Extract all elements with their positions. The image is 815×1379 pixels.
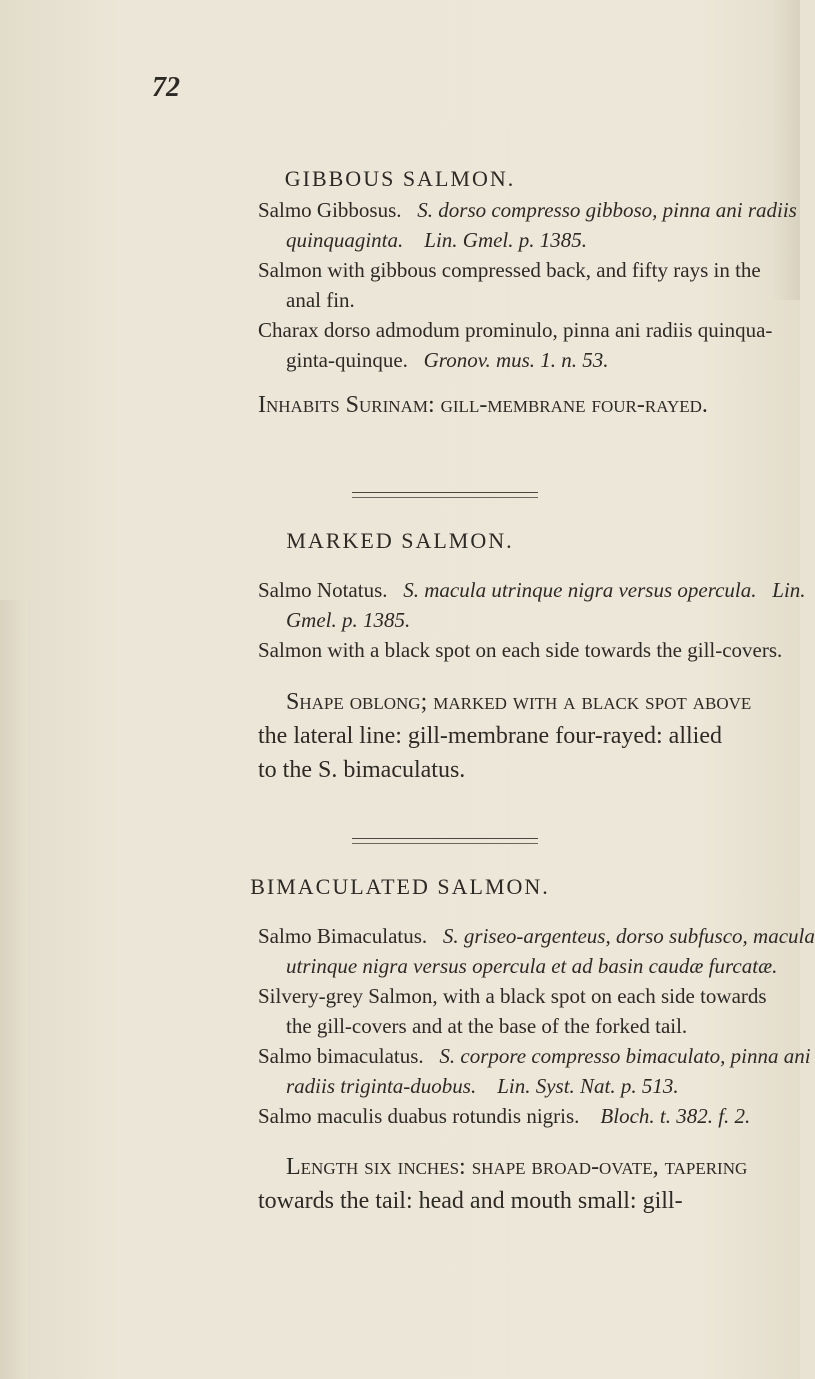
section-divider-thin <box>352 497 538 498</box>
synonym-line <box>258 1041 811 1071</box>
description-line: Shape oblong; marked with a black spot above <box>286 689 752 715</box>
synonym-line <box>258 225 758 255</box>
synonym-text: Charax dorso admodum prominulo, pinna ani radiis quinqua- <box>258 318 773 342</box>
section-title-marked-salmon: MARKED SALMON. <box>286 528 514 553</box>
section-divider-thin <box>352 843 538 844</box>
synonym-line <box>258 921 815 951</box>
latin-diagnosis: S. griseo-argenteus, dorso subfusco, macula <box>442 924 815 948</box>
description <box>258 388 758 422</box>
synonym-entry <box>258 315 773 375</box>
synonym-entry <box>258 195 797 255</box>
section-title-bimaculated-salmon: BIMACULATED SALMON. <box>250 874 550 899</box>
description <box>258 1150 758 1218</box>
description-line: the lateral line: gill-membrane four-rayed: allied <box>258 723 722 749</box>
species-name: Salmo bimaculatus. <box>258 1044 424 1068</box>
description-line: to the S. bimaculatus. <box>258 757 466 783</box>
synonym-text-cont: ginta-quinque. <box>286 348 408 372</box>
page-number: 72 <box>152 72 180 103</box>
latin-diagnosis: S. dorso compresso gibboso, pinna ani radiis <box>417 198 797 222</box>
description-line: towards the tail: head and mouth small: gill- <box>258 1188 683 1214</box>
english-description: Silvery-grey Salmon, with a black spot on each side towards <box>258 984 767 1008</box>
latin-diagnosis-cont: quinquaginta. <box>286 228 404 252</box>
synonym-entry <box>258 921 815 981</box>
description <box>258 685 758 787</box>
section-divider <box>352 838 538 839</box>
latin-diagnosis-cont: utrinque nigra versus opercula et ad basin caudæ furcatæ. <box>286 954 778 978</box>
description-line: Inhabits Surinam: gill-membrane four-rayed. <box>258 392 708 418</box>
synonym-line <box>258 575 806 605</box>
section-title-gibbous-salmon: GIBBOUS SALMON. <box>284 166 516 191</box>
citation: Gronov. mus. 1. n. 53. <box>423 348 609 372</box>
species-name: Salmo Gibbosus. <box>258 198 402 222</box>
citation: Lin. Gmel. p. 1385. <box>424 228 588 252</box>
section-divider <box>352 492 538 493</box>
synonym-entry <box>258 575 806 635</box>
species-name: Salmo Bimaculatus. <box>258 924 428 948</box>
synonym-entry <box>258 635 783 665</box>
synonym-line <box>258 345 758 375</box>
citation: Lin. Syst. Nat. p. 513. <box>497 1074 679 1098</box>
english-description-cont: anal fin. <box>286 288 355 312</box>
latin-diagnosis: S. corpore compresso bimaculato, pinna ani <box>439 1044 811 1068</box>
citation-cont: Gmel. p. 1385. <box>286 608 411 632</box>
english-description: Salmon with gibbous compressed back, and fifty rays in the <box>258 258 761 282</box>
citation: Lin. <box>772 578 806 602</box>
synonym-entry <box>258 255 761 315</box>
synonym-line <box>258 1101 758 1131</box>
synonym-entry <box>258 981 767 1041</box>
synonym-entry <box>258 1101 758 1131</box>
description-line: Length six inches: shape broad-ovate, tapering <box>286 1154 748 1180</box>
citation: Bloch. t. 382. f. 2. <box>600 1104 751 1128</box>
english-description: Salmon with a black spot on each side towards the gill-covers. <box>258 638 783 662</box>
synonym-line <box>258 195 797 225</box>
species-name: Salmo Notatus. <box>258 578 388 602</box>
english-description-cont: the gill-covers and at the base of the forked tail. <box>286 1014 688 1038</box>
synonym-text: Salmo maculis duabus rotundis nigris. <box>258 1104 580 1128</box>
synonym-line <box>258 1071 758 1101</box>
synonym-entry <box>258 1041 811 1101</box>
latin-diagnosis: S. macula utrinque nigra versus opercula. <box>403 578 757 602</box>
page-gutter-shadow <box>0 600 28 1379</box>
page-edge-shadow <box>770 0 800 300</box>
latin-diagnosis-cont: radiis triginta-duobus. <box>286 1074 477 1098</box>
